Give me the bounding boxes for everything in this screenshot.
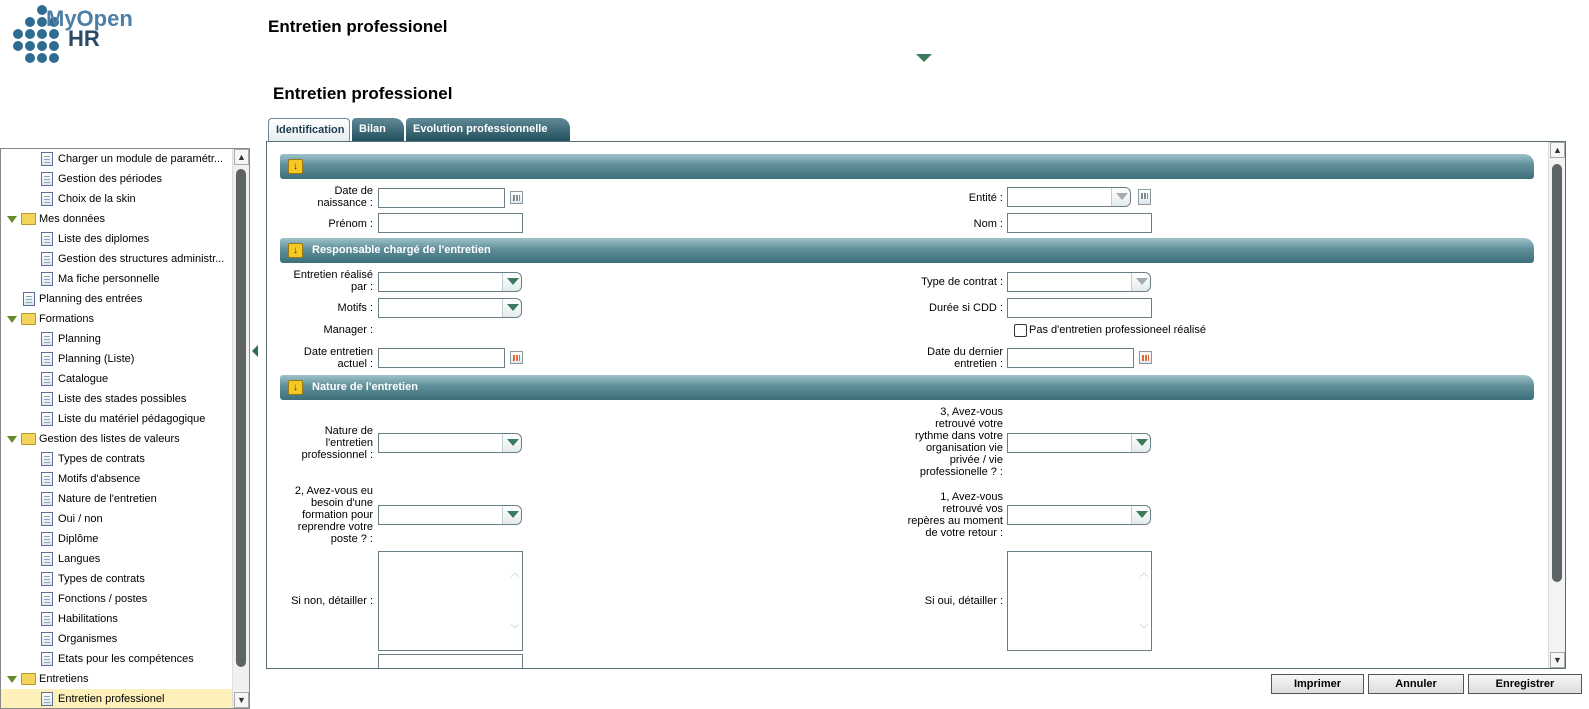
page-title: Entretien professionel bbox=[268, 17, 448, 36]
si-non-textarea[interactable] bbox=[378, 551, 523, 651]
sidebar-item-label: Diplôme bbox=[58, 533, 99, 545]
sidebar-item[interactable] bbox=[1, 689, 233, 709]
sidebar-item[interactable] bbox=[1, 509, 233, 529]
dropdown-arrow-icon[interactable] bbox=[1131, 273, 1150, 291]
identity-section-header[interactable] bbox=[280, 154, 1534, 179]
sidebar-scroll-thumb[interactable] bbox=[236, 169, 246, 667]
document-icon bbox=[41, 532, 53, 546]
tab-bilan[interactable]: Bilan bbox=[352, 118, 404, 141]
entite-lookup-icon[interactable] bbox=[1138, 189, 1151, 205]
folder-icon bbox=[21, 433, 36, 445]
pas-entretien-label: Pas d'entretien professioneel réalisé bbox=[1029, 324, 1206, 336]
q2-label: 2, Avez-vous eu besoin d'une formation pour reprendre votre poste ? : bbox=[294, 485, 373, 545]
expand-section-icon[interactable]: ↓ bbox=[288, 243, 303, 258]
sidebar-item-label: Nature de l'entretien bbox=[58, 493, 157, 505]
calendar-icon[interactable] bbox=[510, 351, 523, 364]
scroll-up-icon: ︿ bbox=[1139, 568, 1149, 578]
sidebar-item[interactable] bbox=[1, 389, 233, 409]
sidebar-item-label: Entretiens bbox=[39, 673, 89, 685]
date-dernier-entretien-input[interactable] bbox=[1007, 348, 1134, 368]
expand-arrow-icon[interactable] bbox=[7, 216, 17, 223]
dropdown-arrow-icon[interactable] bbox=[502, 299, 521, 317]
sidebar-item[interactable] bbox=[1, 589, 233, 609]
document-icon bbox=[41, 152, 53, 166]
expand-arrow-icon[interactable] bbox=[7, 316, 17, 323]
q1-label: 1, Avez-vous retrouvé vos repères au moment de votre retour : bbox=[907, 491, 1003, 539]
document-icon bbox=[41, 592, 53, 606]
form-scroll-thumb[interactable] bbox=[1552, 164, 1562, 582]
scroll-down-icon: ﹀ bbox=[510, 624, 520, 634]
entretien-realise-par-select[interactable] bbox=[378, 272, 522, 292]
tab-identification[interactable]: Identification bbox=[268, 118, 350, 141]
sidebar-item-label: Gestion des listes de valeurs bbox=[39, 433, 180, 445]
nom-input[interactable] bbox=[1007, 213, 1152, 233]
pas-entretien-checkbox[interactable] bbox=[1014, 324, 1027, 337]
sidebar-item[interactable] bbox=[1, 309, 233, 329]
folder-icon bbox=[21, 313, 36, 325]
entite-select[interactable] bbox=[1007, 187, 1131, 207]
nature-section-header[interactable] bbox=[280, 375, 1534, 400]
expand-section-icon[interactable]: ↓ bbox=[288, 159, 303, 174]
sidebar-item-label: Planning bbox=[58, 333, 101, 345]
document-icon bbox=[41, 332, 53, 346]
sidebar-item-label: Gestion des structures administr... bbox=[58, 253, 225, 265]
dropdown-arrow-icon[interactable] bbox=[1131, 434, 1150, 452]
navigation-tree bbox=[1, 149, 233, 709]
sidebar-item-label: Liste des diplomes bbox=[58, 233, 150, 245]
scroll-down-icon[interactable]: ▼ bbox=[1550, 652, 1565, 668]
scroll-up-icon: ︿ bbox=[510, 568, 520, 578]
dropdown-arrow-icon[interactable] bbox=[1131, 506, 1150, 524]
calendar-icon[interactable] bbox=[1139, 351, 1152, 364]
sidebar-item[interactable] bbox=[1, 649, 233, 669]
sidebar-item-label: Oui / non bbox=[58, 513, 103, 525]
dropdown-arrow-icon[interactable] bbox=[502, 434, 521, 452]
document-icon bbox=[41, 372, 53, 386]
document-icon bbox=[41, 632, 53, 646]
form-tabs bbox=[268, 118, 588, 141]
sidebar-item-label: Formations bbox=[39, 313, 95, 325]
sidebar-item-label: Habilitations bbox=[58, 613, 118, 625]
document-icon bbox=[41, 612, 53, 626]
document-icon bbox=[41, 352, 53, 366]
document-icon bbox=[41, 392, 53, 406]
q3-select[interactable] bbox=[1007, 433, 1151, 453]
sidebar-item-label: Etats pour les compétences bbox=[58, 653, 194, 665]
sidebar-item[interactable] bbox=[1, 249, 233, 269]
section-title: Responsable chargé de l'entretien bbox=[312, 244, 491, 256]
sidebar-item-label: Organismes bbox=[58, 633, 118, 645]
dropdown-arrow-icon[interactable] bbox=[502, 506, 521, 524]
scroll-up-icon[interactable]: ▲ bbox=[1550, 142, 1565, 158]
sidebar-item[interactable] bbox=[1, 229, 233, 249]
sidebar-scrollbar[interactable] bbox=[232, 149, 249, 708]
q1-select[interactable] bbox=[1007, 505, 1151, 525]
document-icon bbox=[23, 292, 35, 306]
dropdown-arrow-icon[interactable] bbox=[502, 273, 521, 291]
q3-label: 3, Avez-vous retrouvé votre rythme dans votre organisation vie privée / vie professionelle ? : bbox=[914, 406, 1003, 478]
folder-icon bbox=[21, 213, 36, 225]
type-contrat-label: Type de contrat : bbox=[921, 276, 1003, 288]
svg-text:HR: HR bbox=[68, 26, 100, 51]
document-icon bbox=[41, 692, 53, 706]
document-icon bbox=[41, 192, 53, 206]
sidebar-item-label: Planning (Liste) bbox=[58, 353, 135, 365]
sidebar-item[interactable] bbox=[1, 289, 233, 309]
sidebar-item-label: Gestion des périodes bbox=[58, 173, 162, 185]
sidebar-item-label: Entretien professionel bbox=[58, 693, 165, 705]
sidebar-item-label: Motifs d'absence bbox=[58, 473, 141, 485]
duree-cdd-input[interactable] bbox=[1007, 298, 1152, 318]
identification-panel bbox=[266, 141, 1566, 669]
expand-section-icon[interactable]: ↓ bbox=[288, 380, 303, 395]
motifs-label: Motifs : bbox=[337, 302, 373, 314]
sidebar-item[interactable] bbox=[1, 429, 233, 449]
si-oui-label: Si oui, détailler : bbox=[924, 595, 1003, 607]
nature-entretien-select[interactable] bbox=[378, 433, 522, 453]
sidebar-item[interactable] bbox=[1, 169, 233, 189]
sidebar-item[interactable] bbox=[1, 529, 233, 549]
sidebar-item[interactable] bbox=[1, 349, 233, 369]
cancel-button[interactable]: Annuler bbox=[1368, 674, 1464, 694]
sidebar-item[interactable] bbox=[1, 549, 233, 569]
scroll-up-icon[interactable]: ▲ bbox=[234, 149, 249, 165]
sidebar-item[interactable] bbox=[1, 669, 233, 689]
sidebar-item-label: Catalogue bbox=[58, 373, 109, 385]
sidebar-item[interactable] bbox=[1, 609, 233, 629]
document-icon bbox=[41, 512, 53, 526]
sidebar-item[interactable] bbox=[1, 569, 233, 589]
entite-label: Entité : bbox=[968, 192, 1003, 204]
document-icon bbox=[41, 232, 53, 246]
document-icon bbox=[41, 472, 53, 486]
document-icon bbox=[41, 572, 53, 586]
sidebar-item-label: Charger un module de paramétr... bbox=[58, 153, 224, 165]
sidebar-item[interactable] bbox=[1, 469, 233, 489]
sidebar-item[interactable] bbox=[1, 269, 233, 289]
sidebar-item[interactable] bbox=[1, 189, 233, 209]
expand-arrow-icon[interactable] bbox=[7, 436, 17, 443]
save-button[interactable]: Enregistrer bbox=[1468, 674, 1582, 694]
q2-select[interactable] bbox=[378, 505, 522, 525]
date-naissance-input[interactable] bbox=[378, 188, 505, 208]
calendar-icon[interactable] bbox=[510, 191, 523, 204]
responsible-section-header[interactable] bbox=[280, 238, 1534, 263]
sidebar-item-label: Types de contrats bbox=[58, 573, 145, 585]
sidebar-item-label: Choix de la skin bbox=[58, 193, 136, 205]
si-oui-textarea[interactable] bbox=[1007, 551, 1152, 651]
section-title: Nature de l'entretien bbox=[312, 381, 418, 393]
collapse-sidebar-icon[interactable] bbox=[250, 345, 260, 357]
document-icon bbox=[41, 272, 53, 286]
svg-text:MyOpen: MyOpen bbox=[46, 6, 133, 31]
dropdown-arrow-icon[interactable] bbox=[1111, 188, 1130, 206]
manager-label: Manager : bbox=[323, 324, 373, 336]
sidebar-item[interactable] bbox=[1, 209, 233, 229]
document-icon bbox=[41, 172, 53, 186]
document-icon bbox=[41, 552, 53, 566]
prenom-label: Prénom : bbox=[328, 218, 373, 230]
scroll-down-icon: ﹀ bbox=[1139, 624, 1149, 634]
myopenhr-logo bbox=[6, 4, 166, 70]
sidebar-item-label: Fonctions / postes bbox=[58, 593, 148, 605]
expand-arrow-icon[interactable] bbox=[7, 676, 17, 683]
document-icon bbox=[41, 412, 53, 426]
sidebar-item[interactable] bbox=[1, 629, 233, 649]
sidebar-item[interactable] bbox=[1, 489, 233, 509]
form-scrollbar[interactable] bbox=[1548, 142, 1565, 668]
date-naissance-label: Date de naissance : bbox=[317, 185, 373, 209]
si-non-label: Si non, détailler : bbox=[291, 595, 373, 607]
document-icon bbox=[41, 452, 53, 466]
sidebar-item-label: Planning des entrées bbox=[39, 293, 143, 305]
sidebar-item-label: Langues bbox=[58, 553, 101, 565]
scroll-down-icon[interactable]: ▼ bbox=[234, 692, 249, 708]
nom-label: Nom : bbox=[973, 218, 1003, 230]
sidebar-item[interactable] bbox=[1, 149, 233, 169]
nature-entretien-label: Nature de l'entretien professionnel : bbox=[301, 425, 373, 461]
motifs-select[interactable] bbox=[378, 298, 522, 318]
type-contrat-select[interactable] bbox=[1007, 272, 1151, 292]
date-entretien-actuel-input[interactable] bbox=[378, 348, 505, 368]
duree-cdd-label: Durée si CDD : bbox=[929, 302, 1003, 314]
sidebar-item[interactable] bbox=[1, 409, 233, 429]
document-icon bbox=[41, 492, 53, 506]
collapse-header-icon[interactable] bbox=[916, 54, 932, 62]
sidebar-item-label: Types de contrats bbox=[58, 453, 145, 465]
form-title: Entretien professionel bbox=[273, 84, 453, 103]
sidebar-item[interactable] bbox=[1, 329, 233, 349]
entretien-realise-par-label: Entretien réalisé par : bbox=[293, 269, 373, 293]
navigation-tree-panel bbox=[0, 148, 250, 709]
date-entretien-actuel-label: Date entretien actuel : bbox=[303, 346, 373, 370]
sidebar-item-label: Mes données bbox=[39, 213, 106, 225]
prenom-input[interactable] bbox=[378, 213, 523, 233]
folder-icon bbox=[21, 673, 36, 685]
sidebar-item-label: Ma fiche personnelle bbox=[58, 273, 160, 285]
tab-evolution-professionnelle[interactable]: Evolution professionnelle bbox=[406, 118, 570, 141]
next-field-input[interactable] bbox=[378, 654, 523, 669]
sidebar-item[interactable] bbox=[1, 369, 233, 389]
sidebar-item-label: Liste des stades possibles bbox=[58, 393, 187, 405]
print-button[interactable]: Imprimer bbox=[1271, 674, 1364, 694]
document-icon bbox=[41, 652, 53, 666]
date-dernier-entretien-label: Date du dernier entretien : bbox=[927, 346, 1003, 370]
sidebar-item[interactable] bbox=[1, 449, 233, 469]
sidebar-item-label: Liste du matériel pédagogique bbox=[58, 413, 206, 425]
document-icon bbox=[41, 252, 53, 266]
